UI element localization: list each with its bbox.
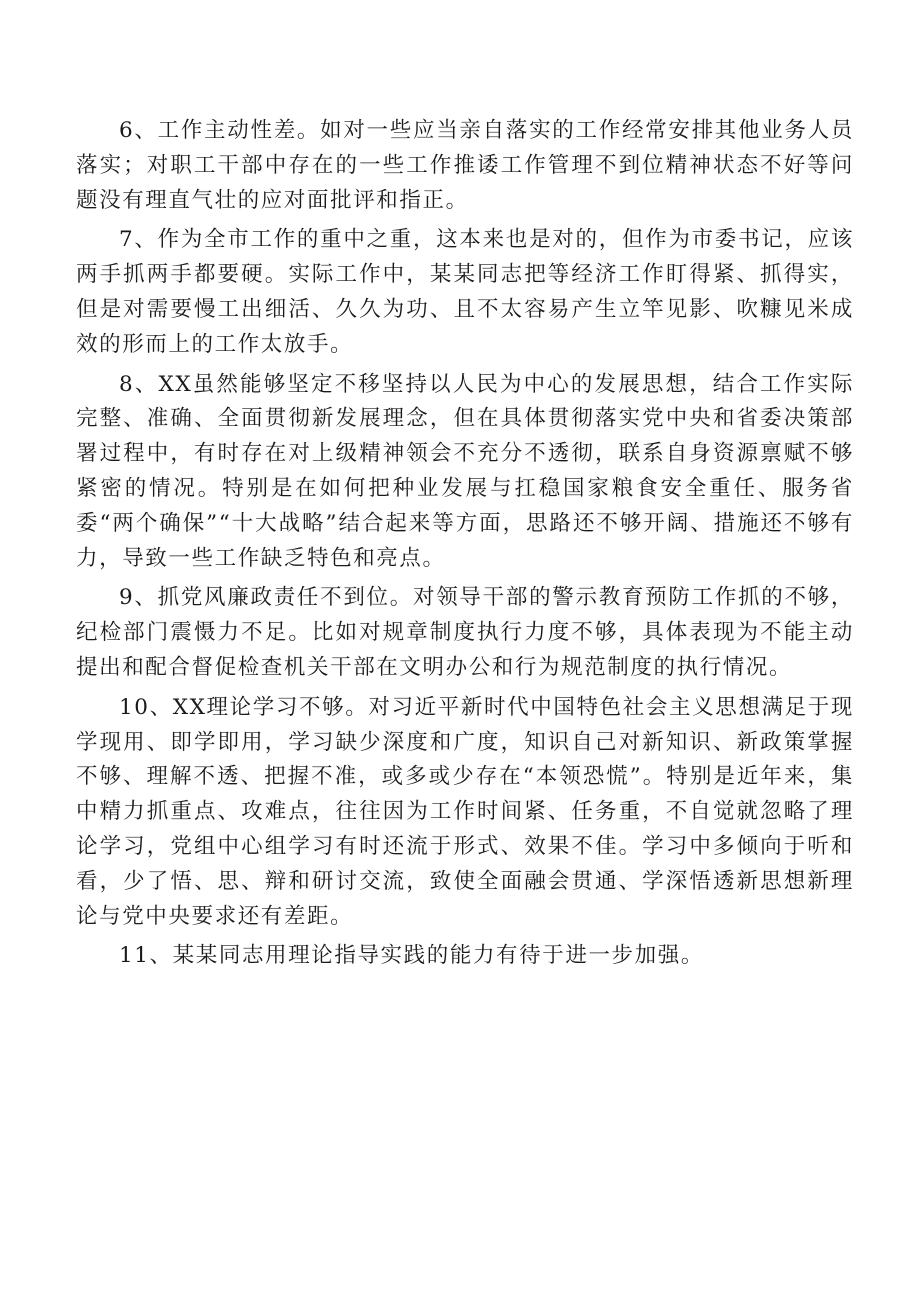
paragraph-10: 10、XX理论学习不够。对习近平新时代中国特色社会主义思想满足于现学现用、即学即用，学习缺少深度和广度，知识自己对新知识、新政策掌握不够、理解不透、把握不准，或多或少存在“本领恐慌”。特别是近年来，集中精力抓重点、攻难点，往往因为工作时间紧、任务重，不自觉就忽略了理论学习，党组中心组学习有时还流于形式、效果不佳。学习中多倾向于听和看，少了悟、思、辩和研讨交流，致使全面融会贯通、学深悟透新思想新理论与党中央要求还有差距。 (76, 694, 854, 929)
paragraph-9: 9、抓党风廉政责任不到位。对领导干部的警示教育预防工作抓的不够，纪检部门震慑力不足。比如对规章制度执行力度不够，具体表现为不能主动提出和配合督促检查机关干部在文明办公和行为规范制度的执行情况。 (76, 585, 854, 680)
document-body (76, 114, 854, 979)
paragraph-7: 7、作为全市工作的重中之重，这本来也是对的，但作为市委书记，应该两手抓两手都要硬。实际工作中，某某同志把等经济工作盯得紧、抓得实，但是对需要慢工出细活、久久为功、且不太容易产生立竿见影、吹糠见米成效的形而上的工作太放手。 (76, 227, 854, 357)
paragraph-11: 11、某某同志用理论指导实践的能力有待于进一步加强。 (119, 943, 704, 969)
paragraph-6: 6、工作主动性差。如对一些应当亲自落实的工作经常安排其他业务人员落实；对职工干部中存在的一些工作推诿工作管理不到位精神状态不好等问题没有理直气壮的应对面批评和指正。 (76, 118, 854, 213)
paragraph-8: 8、XX虽然能够坚定不移坚持以人民为中心的发展思想，结合工作实际完整、准确、全面贯彻新发展理念，但在具体贯彻落实党中央和省委决策部署过程中，有时存在对上级精神领会不充分不透彻，联系自身资源禀赋不够紧密的情况。特别是在如何把种业发展与扛稳国家粮食安全重任、服务省委“两个确保”“十大战略”结合起来等方面，思路还不够开阔、措施还不够有力，导致一些工作缺乏特色和亮点。 (76, 371, 854, 571)
